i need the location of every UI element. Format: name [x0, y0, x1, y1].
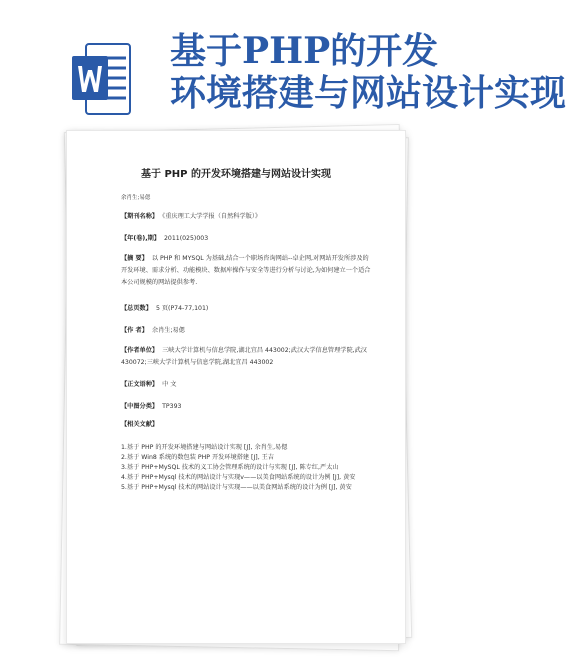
- field-value: 5 页(P74-77,101): [155, 305, 209, 312]
- banner: [0, 0, 566, 130]
- microsoft-word-icon: [72, 40, 132, 118]
- field-label: 【作 者】: [121, 327, 148, 334]
- field-label: 【总页数】: [121, 305, 152, 312]
- reference-item: 3.基于 PHP+MySQL 技术的义工协会管理系统的设计与实现 [J], 陈专红,严太山: [121, 464, 339, 471]
- banner-title-line-1: 基于PHP的开发: [170, 30, 439, 72]
- field-abstract: [121, 253, 371, 289]
- field-label: 【中图分类】: [121, 403, 159, 410]
- field-value: TP393: [162, 403, 182, 410]
- document-title: 基于 PHP 的开发环境搭建与网站设计实现: [141, 169, 331, 180]
- field-label: 【作者单位】: [121, 347, 159, 354]
- references-heading: 【相关文献】: [121, 421, 159, 428]
- field-value: 三峡大学计算机与信息学院,湖北宜昌 443002;武汉大学信息管理学院,武汉 430072;三峡大学计算机与信息学院,湖北宜昌 443002: [121, 347, 367, 366]
- document-author: 余肖生;易偲: [121, 195, 151, 201]
- field-authors: [121, 325, 371, 337]
- reference-item: 5.基于 PHP+Mysql 技术的网站设计与实现——以美食网站系统的设计为例 [J], 黄安: [121, 484, 352, 491]
- document-page: [66, 130, 406, 644]
- banner-title-line-2: 环境搭建与网站设计实现: [170, 72, 566, 114]
- field-value: 中 文: [162, 381, 177, 388]
- field-value: 余肖生;易偲: [151, 327, 185, 334]
- field-value: 以 PHP 和 MYSQL 为基础,结合一个职场咨询网站--卓企网,对网站开发所涉及的开发环境、需求分析、功能模块、数据库操作与安全等进行分析与讨论,为如何建立一个适合本公司规模的网站提供参考.: [121, 255, 371, 286]
- references-list: [121, 443, 371, 493]
- field-label: 【期刊名称】: [121, 213, 159, 220]
- field-label: 【摘 要】: [121, 255, 148, 262]
- field-language: [121, 379, 371, 391]
- field-year-volume: [121, 233, 371, 245]
- field-affiliation: [121, 345, 371, 369]
- reference-item: 1.基于 PHP 的开发环境搭建与网站设计实现 [J], 余肖生,易偲: [121, 444, 288, 451]
- reference-item: 2.基于 Win8 系统的数包装 PHP 开发环境搭建 [J], 王吉: [121, 454, 274, 461]
- field-label: 【正文语种】: [121, 381, 159, 388]
- field-classification: [121, 401, 371, 413]
- field-total-pages: [121, 303, 371, 315]
- field-value: 2011(025)003: [163, 235, 209, 242]
- field-label: 【年(卷),期】: [121, 235, 160, 242]
- field-value: 《重庆理工大学学报（自然科学版）》: [162, 213, 262, 220]
- reference-item: 4.基于 PHP+Mysql 技术的网站设计与实现v——以美食网站系统的设计为例 [J], 黄安: [121, 474, 356, 481]
- field-journal: [121, 211, 371, 223]
